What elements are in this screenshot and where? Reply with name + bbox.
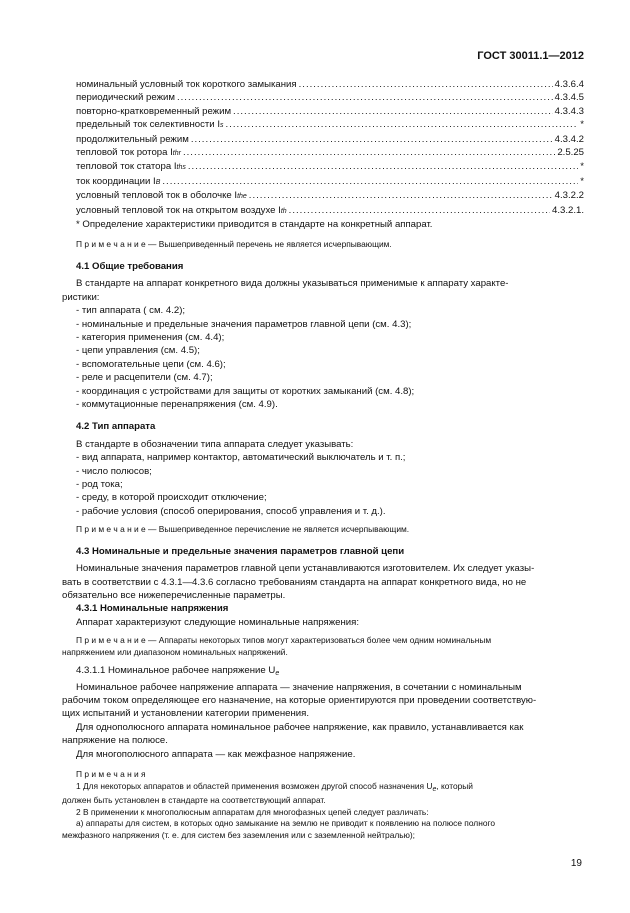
index-entry-subscript: ths (176, 164, 186, 172)
index-entry (76, 160, 584, 174)
index-entry-subscript: B (155, 178, 161, 186)
paragraph-line: обязательно все нижеперечисленные параметры. (62, 590, 286, 601)
note-text: — Вышеприведенное перечисление не является исчерпывающим. (145, 524, 410, 535)
note-2-line: 2 В применении к многополюсным аппаратам для многофазных цепей следует различать: (76, 806, 429, 817)
index-entry-reference: * (580, 175, 584, 187)
page-content (62, 78, 584, 841)
index-entry-reference: 4.3.4.5 (554, 92, 584, 104)
index-entry (76, 175, 584, 189)
index-entry-label: условный тепловой ток на открытом воздухе I (76, 204, 281, 216)
index-entry-label: тепловой ток статора I (76, 161, 177, 173)
index-entry-reference: 4.3.4.3 (554, 105, 584, 117)
list-item: - реле и расцепители (см. 4.7); (76, 372, 213, 384)
subsection-title-text: 4.3.1.1 Номинальное рабочее напряжение U (76, 665, 276, 677)
index-entry-label: продолжительный режим (76, 133, 189, 145)
section-4-2-intro: В стандарте в обозначении типа аппарата следует указывать: (76, 438, 354, 450)
index-entry-label: условный тепловой ток в оболочке I (76, 190, 238, 202)
index-entry-reference: 4.3.4.2 (554, 133, 584, 145)
notes-title: П р и м е ч а н и я (76, 769, 146, 780)
index-entry (76, 78, 584, 91)
index-leader-dots (289, 204, 550, 217)
list-item: - коммутационные перенапряжения (см. 4.9). (76, 399, 278, 411)
index-leader-dots (183, 146, 555, 159)
note-text: — Вышеприведенный перечень не является исчерпывающим. (145, 239, 392, 250)
index-leader-dots (249, 189, 553, 202)
paragraph-line: вать в соответствии с 4.3.1—4.3.6 согласно требованиям стандарта на аппарат конкретного вида, но не (62, 576, 527, 588)
index-entry-label: тепловой ток ротора I (76, 147, 173, 159)
section-4-1-intro (62, 277, 584, 304)
page-header-standard: ГОСТ 30011.1—2012 (477, 50, 584, 62)
index-entry-label: повторно-кратковременный режим (76, 105, 232, 117)
note-text: , который (436, 780, 473, 791)
characteristics-index (76, 78, 584, 218)
note-2-line: а) аппараты для систем, в которых одно замыкание на землю не приводит к появлению на полюсе полного (76, 818, 496, 829)
list-item: - род тока; (76, 479, 123, 491)
note-enumeration-incomplete (76, 524, 584, 536)
subscript: e (432, 785, 437, 793)
note-1-line (76, 781, 584, 796)
index-leader-dots (233, 105, 553, 118)
note-text: — Аппараты некоторых типов могут характеризоваться более чем одним номинальным (145, 635, 492, 646)
note-prefix: П р и м е ч а н и е (76, 524, 146, 535)
index-entry-reference: 4.3.6.4 (554, 79, 584, 90)
index-entry-label: ток координации I (76, 175, 156, 187)
paragraph-line: рабочим током определяющее его назначение, на которые ориентируются при проведении соответствую- (62, 695, 537, 707)
section-4-2-list (76, 451, 584, 518)
list-item: - категория применения (см. 4.4); (76, 332, 225, 343)
index-entry (76, 204, 584, 218)
index-entry-reference: * (580, 119, 584, 131)
list-item: - тип аппарата ( см. 4.2); (76, 305, 186, 317)
index-entry-subscript: s (220, 122, 224, 130)
paragraph-line: напряжение на полюсе. (62, 735, 168, 747)
section-4-1-intro-line: В стандарте на аппарат конкретного вида должны указываться применимые к аппарату характе- (76, 278, 509, 290)
index-entry-subscript: the (237, 193, 247, 201)
section-4-1-list (76, 304, 584, 411)
index-entry-subscript: thr (172, 150, 181, 158)
section-4-3-1-text: Аппарат характеризуют следующие номинальные напряжения: (76, 616, 359, 628)
note-text: 1 Для некоторых аппаратов и областей применения возможен другой способ назначения U (76, 780, 433, 791)
index-entry-label: предельный ток селективности I (76, 119, 220, 131)
paragraph-line: Номинальное рабочее напряжение аппарата — значение напряжения, в сочетании с номинальным (76, 681, 522, 693)
index-footnote: * Определение характеристики приводится в стандарте на конкретный аппарат. (76, 219, 433, 231)
paragraph-line: щих испытаний и установлении категории применения. (62, 708, 309, 720)
list-item: - вид аппарата, например контактор, автоматический выключатель и т. п.; (76, 452, 406, 464)
list-item: - число полюсов; (76, 465, 152, 477)
index-entry-reference: 4.3.2.1. (551, 204, 584, 216)
section-4-1-intro-line: ристики: (62, 291, 100, 303)
index-leader-dots (177, 91, 553, 104)
index-entry-reference: 4.3.2.2 (554, 190, 584, 202)
note-1-line: должен быть установлен в стандарте на соответствующий аппарат. (62, 795, 326, 806)
note-2-line: межфазного напряжения (т. е. для систем без заземления или с заземленной нейтралью); (62, 829, 416, 840)
section-4-3-title: 4.3 Номинальные и предельные значения параметров главной цепи (76, 545, 405, 557)
list-item: - координация с устройствами для защиты от коротких замыканий (см. 4.8); (76, 385, 415, 397)
notes-block (62, 769, 584, 841)
paragraph-line: Номинальные значения параметров главной цепи устанавливаются изготовителем. Их следует указы- (76, 563, 535, 575)
note-text: напряжением или диапазоном номинальных напряжений. (62, 646, 288, 657)
list-item: - рабочие условия (способ оперирования, способ управления и т. д.). (76, 505, 386, 517)
note-multiple-voltages (62, 635, 584, 658)
note-prefix: П р и м е ч а н и е (76, 635, 146, 646)
section-4-3-1-title: 4.3.1 Номинальные напряжения (76, 603, 229, 615)
paragraph-line: Для однополюсного аппарата номинальное рабочее напряжение, как правило, устанавливается как (76, 721, 524, 733)
list-item: - цепи управления (см. 4.5); (76, 345, 200, 357)
index-leader-dots (188, 160, 578, 173)
index-leader-dots (226, 118, 579, 131)
list-item: - среду, в которой происходит отключение; (76, 492, 267, 504)
index-entry (76, 118, 584, 132)
list-item: - номинальные и предельные значения параметров главной цепи (см. 4.3); (76, 318, 412, 330)
index-entry-label: номинальный условный ток короткого замыкания (76, 79, 297, 90)
index-entry-subscript: th (280, 207, 287, 215)
note-index-incomplete (76, 239, 584, 251)
section-4-3-paragraph (62, 562, 584, 602)
index-entry-label: периодический режим (76, 92, 175, 104)
section-4-3-1-1-title (76, 664, 584, 680)
index-entry (76, 189, 584, 203)
index-entry-reference: * (580, 161, 584, 173)
index-entry-reference: 2.5.25 (557, 147, 584, 159)
section-4-2-title: 4.2 Тип аппарата (76, 421, 156, 433)
note-prefix: П р и м е ч а н и е (76, 239, 146, 250)
index-entry (76, 146, 584, 160)
section-4-3-1-1-paragraph (62, 681, 584, 721)
index-leader-dots (162, 175, 578, 188)
list-item: - вспомогательные цепи (см. 4.6); (76, 358, 226, 370)
multi-pole-paragraph: Для многополюсного аппарата — как межфазное напряжение. (76, 748, 356, 760)
index-leader-dots (191, 133, 553, 146)
section-4-1-title: 4.1 Общие требования (76, 260, 184, 272)
single-pole-paragraph (62, 721, 584, 748)
page-number: 19 (570, 858, 582, 869)
index-entry (76, 105, 584, 118)
index-entry (76, 91, 584, 104)
index-leader-dots (299, 78, 553, 91)
index-entry (76, 133, 584, 146)
subscript: e (275, 670, 280, 678)
